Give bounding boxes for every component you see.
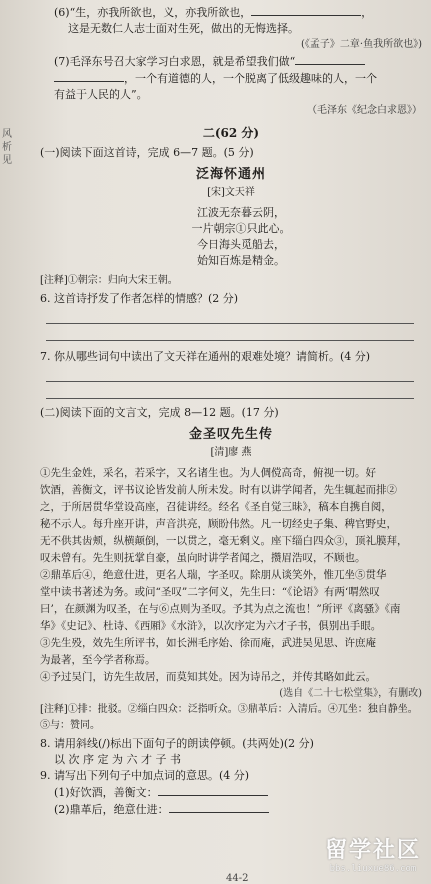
q8-sentence: 以 次 序 定 为 六 才 子 书	[54, 753, 181, 766]
page-content	[40, 4, 422, 818]
essay-note: ⑤与：赞同。	[40, 720, 100, 731]
watermark-logo: 留学社区	[324, 838, 421, 863]
essay-line: 无不供其齿颊，纵横颠倒，一以贯之，毫无剩义。座下缁白四众③，顶礼膜拜，	[40, 535, 408, 547]
answer-line[interactable]	[46, 309, 414, 324]
question-6: 6. 这首诗抒发了作者怎样的情感？(2 分)	[40, 292, 239, 305]
essay-line: 秘不示人。每升座开讲，声音洪亮，顾盼伟然。凡一切经史子集、稗官野史，	[40, 518, 397, 530]
q6-source: (《孟子》二章·鱼我所欲也》)	[301, 39, 422, 50]
q7-fill-line1: (7)毛泽东号召大家学习白求恩，就是希望我们做“	[40, 53, 422, 70]
section-2b-heading: (二)阅读下面的文言文，完成 8—12 题。(17 分)	[40, 406, 279, 419]
essay-line: 叹未曾有。先生则抚掌自豪，虽向时讲学者闻之，攒眉浩叹，不顾也。	[40, 552, 366, 564]
gutter-char: 风	[2, 129, 12, 140]
answer-line[interactable]	[46, 367, 414, 382]
essay-body	[40, 465, 422, 686]
answer-blank[interactable]	[169, 801, 269, 813]
poem-title: 泛海怀通州	[195, 167, 266, 182]
answer-line[interactable]	[46, 384, 414, 399]
poem-line: 今日海头觅船去，	[197, 238, 285, 251]
page-number: 44-2	[226, 873, 249, 884]
poem-author: [宋]文天祥	[207, 187, 255, 198]
essay-line: ③先生殁，效先生所评书，如长洲毛序始、徐而庵，武进吴见思、许庶庵	[40, 637, 376, 649]
essay-line: ②鼎革后④，绝意仕进，更名人瑞，字圣叹。除朋从谈笑外，惟兀坐⑤贯华	[40, 569, 387, 581]
site-watermark	[325, 833, 421, 874]
poem-line: 一片朝宗①只此心。	[191, 222, 291, 235]
essay-title: 金圣叹先生传	[188, 427, 273, 442]
question-8: 8. 请用斜线(/)标出下面句子的朗读停顿。(共两处)(2 分)	[40, 737, 314, 750]
essay-line: 为最著，至今学者称焉。	[40, 654, 156, 666]
essay-note: [注释]①排：批驳。②缁白四众：泛指听众。③鼎革后：入清后。④兀坐：独自静坐。	[40, 704, 418, 715]
essay-line: 曰’，在颜渊为叹圣，在与⑥点则为圣叹。予其为点之流也！”所评《离骚》《南	[40, 603, 401, 615]
answer-blank[interactable]	[158, 784, 268, 796]
q7-fill-line2: ，一个有道德的人，一个脱离了低级趣味的人，一个	[40, 70, 422, 87]
essay-line: ①先生金姓，采名，若采字，又名诸生也。为人倜傥高奇，俯视一切。好	[40, 467, 376, 479]
q6-fill-line2: 这是无数仁人志士面对生死，做出的无悔选择。	[68, 22, 299, 35]
essay-line: 堂中读书著述为务。或问“圣叹”二字何义，先生曰：“《论语》有两‘喟然叹	[40, 586, 380, 598]
answer-blank[interactable]	[54, 70, 124, 82]
gutter-char: 见	[2, 155, 12, 166]
answer-blank[interactable]	[295, 53, 365, 65]
section-two-heading: 二(62 分)	[202, 126, 260, 140]
essay-line: ④予过吴门，访先生故居，而莫知其处。因为诗吊之，并传其略如此云。	[40, 671, 376, 683]
poem-line: 始知百炼是精金。	[197, 254, 285, 267]
answer-line[interactable]	[46, 326, 414, 341]
answer-blank[interactable]	[251, 4, 361, 16]
essay-author: [清]廖 燕	[210, 447, 252, 458]
q9-item: (2)鼎革后，绝意仕进：	[40, 801, 422, 818]
section-2a-heading: (一)阅读下面这首诗，完成 6—7 题。(5 分)	[40, 146, 254, 159]
question-7: 7. 你从哪些词句中读出了文天祥在通州的艰难处境？请简析。(4 分)	[40, 350, 371, 363]
binding-gutter	[2, 128, 18, 167]
essay-source: (选自《二十七松堂集》，有删改)	[279, 688, 422, 699]
watermark-url: bbs.liuxue86.com	[329, 864, 417, 874]
q7-source: （毛泽东《纪念白求恩》）	[307, 105, 422, 116]
essay-line: 之，于所居贯华堂设高座，召徒讲经。经名《圣自觉三昧》，稿本自携自阅，	[40, 501, 392, 513]
poem-note: [注释]①朝宗：归向大宋王朝。	[40, 275, 178, 286]
question-9: 9. 请写出下列句子中加点词的意思。(4 分)	[40, 769, 250, 782]
gutter-char: 析	[2, 142, 12, 153]
essay-line: 华》《史记》、杜诗、《西厢》《水浒》，以次序定为六才子书，俱别出手眼。	[40, 620, 382, 632]
poem-line: 江波无奈暮云阴，	[197, 206, 285, 219]
q6-fill-line1: (6)“生，亦我所欲也，义，亦我所欲也， ，	[54, 6, 373, 19]
q7-fill-line3: 有益于人民的人”。	[54, 88, 148, 101]
essay-line: 饮酒，善衡文，评书议论皆发前人所未发。时有以讲学闻者，先生辄起而排②	[40, 484, 397, 496]
q9-item: (1)好饮酒，善衡文：	[40, 784, 422, 801]
